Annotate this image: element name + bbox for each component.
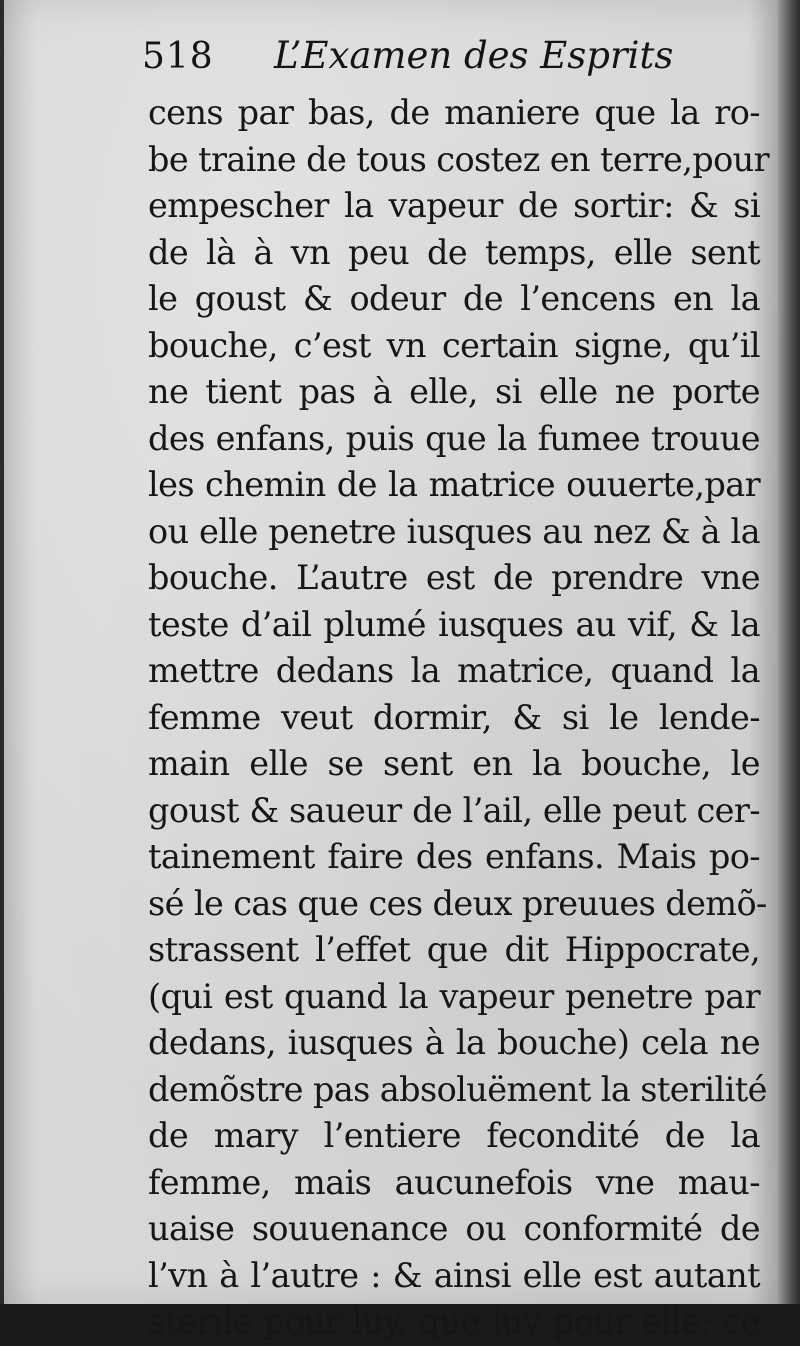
text-line: demõstre pas absoluëment la sterilité	[148, 1069, 767, 1109]
text-line: le goust & odeur de l’encens en la	[148, 279, 760, 318]
text-line: strassent l’effet que dit Hippocrate,	[148, 930, 760, 969]
text-line: goust & saueur de l’ail, elle peut cer-	[148, 790, 760, 830]
book-page	[4, 0, 780, 1341]
text-line: femme veut dormir, & si le lende-	[148, 697, 760, 737]
text-line: be traine de tous costez en terre,pour	[148, 139, 770, 179]
page-number: 518	[142, 36, 214, 77]
text-line: bouche. L’autre est de prendre vne	[148, 558, 760, 597]
running-title: L’Examen des Esprits	[274, 34, 674, 77]
text-line: empescher la vapeur de sortir: & si	[148, 186, 760, 225]
page-header	[142, 32, 702, 92]
text-line: uaise souuenance ou conformité de	[148, 1209, 760, 1248]
text-line: mettre dedans la matrice, quand la	[148, 651, 760, 690]
text-line: de là à vn peu de temps, elle sent	[148, 232, 760, 272]
text-line: l’vn à l’autre : & ainsi elle est autant	[148, 1255, 760, 1295]
text-line: ou elle penetre iusques au nez & à la	[148, 511, 760, 551]
text-line: ne tient pas à elle, si elle ne porte	[148, 372, 760, 411]
text-line: tainement faire des enfans. Mais po-	[148, 837, 760, 876]
text-line: sé le cas que ces deux preuues demõ-	[148, 883, 767, 923]
text-line: de mary l’entiere fecondité de la	[148, 1116, 760, 1155]
text-line: main elle se sent en la bouche, le	[148, 744, 760, 783]
text-line: des enfans, puis que la fumee trouue	[148, 418, 760, 458]
text-line: (qui est quand la vapeur penetre par	[148, 976, 760, 1016]
text-line: dedans, iusques à la bouche) cela ne	[148, 1023, 760, 1062]
page-edge-shadow	[778, 0, 800, 1304]
text-line: les chemin de la matrice ouuerte,par	[148, 465, 760, 504]
body-text	[148, 90, 770, 1346]
text-line: teste d’ail plumé iusques au vif, & la	[148, 604, 760, 644]
text-line: femme, mais aucunefois vne mau-	[148, 1162, 760, 1202]
text-line: bouche, c’est vn certain signe, qu’il	[148, 325, 760, 365]
text-line: cens par bas, de maniere que la ro-	[148, 93, 760, 132]
text-line: sterile pour luy, que luy pour elle: ce	[148, 1302, 760, 1341]
